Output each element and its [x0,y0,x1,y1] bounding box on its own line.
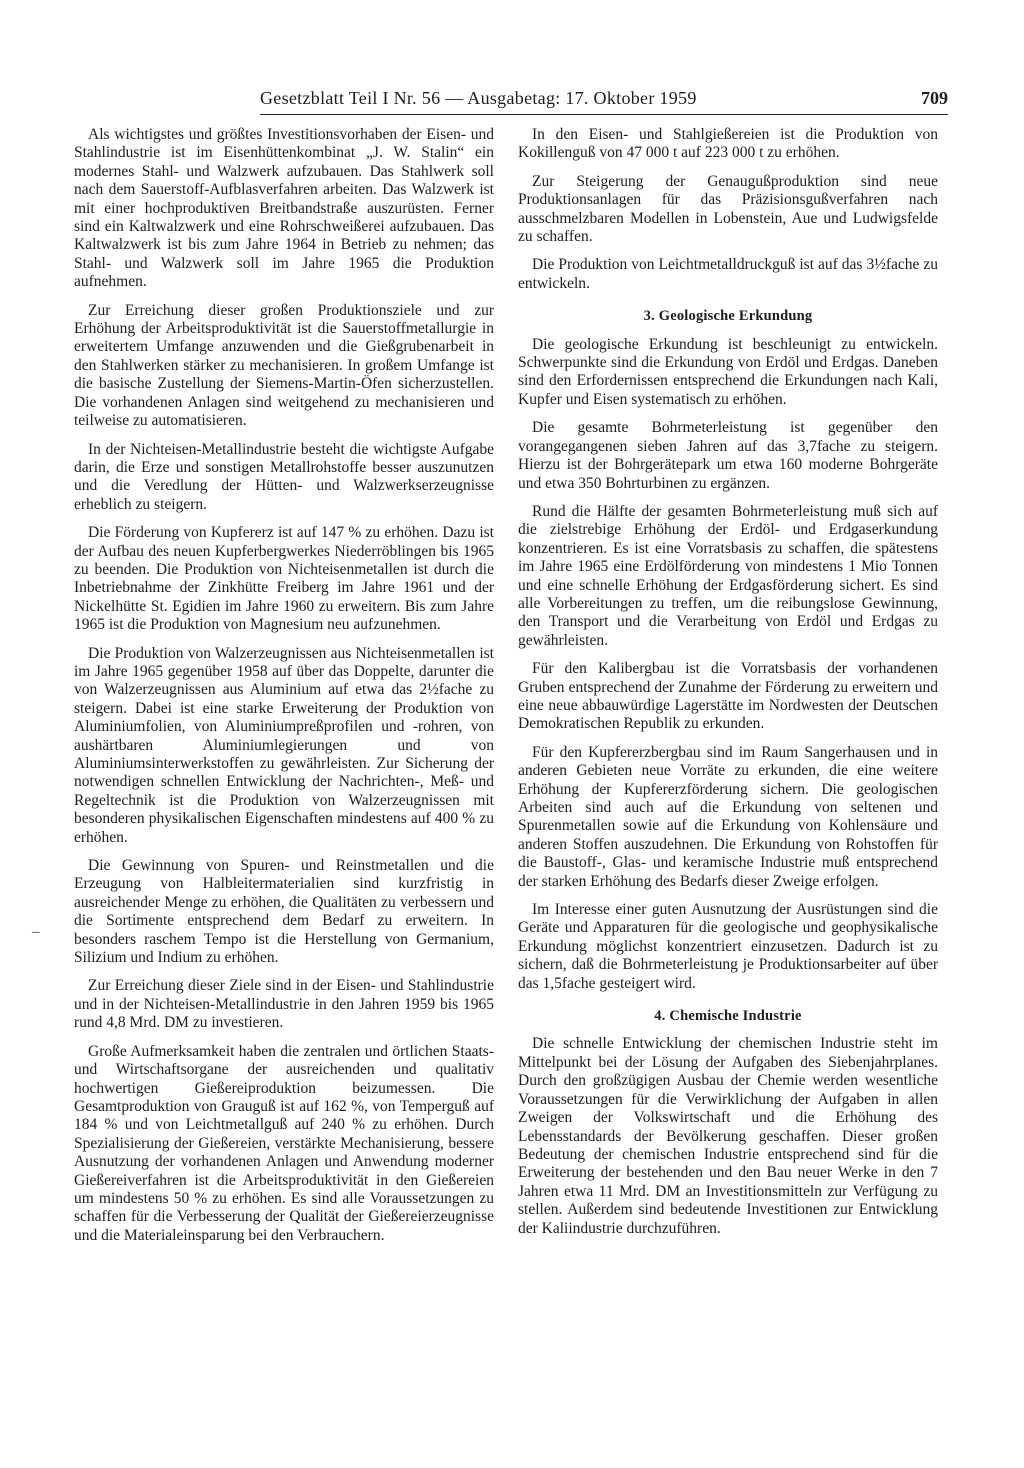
page-header [260,88,948,115]
paragraph: Zur Erreichung dieser Ziele sind in der Eisen- und Stahlindustrie und in der Nichteisen-Metallindustrie in den Jahren 1959 bis 1965 rund 4,8 Mrd. DM zu investieren. [74,977,494,1032]
paragraph: Im Interesse einer guten Ausnutzung der Ausrüstungen sind die Geräte und Apparaturen für die geologische und geophysikalische Erkundung möglichst konzentriert einzusetzen. Dadurch ist zu sichern, daß die Bohrmeterleistung je Produktionsarbeiter auf über das 1,5fache gesteigert wird. [518,901,938,992]
paragraph: Die Förderung von Kupfererz ist auf 147 % zu erhöhen. Dazu ist der Aufbau des neuen Kupferbergwerkes Niederröblingen bis 1965 zu beenden. Die Produktion von Nichteisenmetallen ist durch die Inbetriebnahme der Zinkhütte Freiberg im Jahre 1961 und der Nickelhütte St. Egidien im Jahre 1960 zu erweitern. Bis zum Jahre 1965 ist die Produktion von Magnesium neu aufzunehmen. [74,524,494,634]
section-heading-chemische-industrie: 4. Chemische Industrie [654,1008,802,1025]
paragraph: Die Produktion von Walzerzeugnissen aus Nichteisenmetallen ist im Jahre 1965 gegenüber 1958 auf über das Doppelte, darunter die von Walzerzeugnissen aus Aluminium auf etwa das 2½fache zu steigern. Dabei ist eine starke Erweiterung der Produktion von Aluminiumfolien, von Aluminiumpreßprofilen und -rohren, von aushärtbaren Aluminiumlegierungen und von Aluminiumsinterwerkstoffen zu gewährleisten. Zur Sicherung der notwendigen schnellen Entwicklung der Nachrichten-, Meß- und Regeltechnik ist die Produktion von Walzerzeugnissen mit besonderen physikalischen Eigenschaften mindestens auf 400 % zu erhöhen. [74,644,494,846]
paragraph: Als wichtigstes und größtes Investitionsvorhaben der Eisen- und Stahlindustrie ist im Eisenhüttenkombinat „J. W. Stalin“ ein modernes Stahl- und Walzwerk aufzubauen. Das Stahlwerk soll nach dem Sauerstoff-Aufblasverfahren arbeiten. Das Walzwerk ist mit einer hochproduktiven Breitbandstraße auszurüsten. Ferner sind ein Kaltwalzwerk und eine Rohrschweißerei aufzubauen. Das Kaltwalzwerk ist bis zum Jahre 1964 in Betrieb zu nehmen; das Stahl- und Walzwerk soll im Jahre 1965 die Produktion aufnehmen. [74,126,494,291]
paragraph: Für den Kalibergbau ist die Vorratsbasis der vorhandenen Gruben entsprechend der Zunahme der Förderung zu erweitern und eine neue abbauwürdige Lagerstätte im Nordwesten der Deutschen Demokratischen Republik zu erkunden. [518,660,938,733]
left-column [74,126,494,1255]
paragraph: Die Produktion von Leichtmetalldruckguß ist auf das 3½fache zu entwickeln. [518,256,938,292]
paragraph: Die Gewinnung von Spuren- und Reinstmetallen und die Erzeugung von Halbleitermaterialien sind kurzfristig in ausreichender Menge zu erhöhen, die Qualitäten zu verbessern und die Sortimente entsprechend dem Bedarf zu erweitern. In besonders raschem Tempo ist die Herstellung von Germanium, Silizium und Indium zu erhöhen. [74,857,494,967]
page-number: 709 [921,88,948,108]
paragraph: Zur Steigerung der Genaugußproduktion sind neue Produktionsanlagen für das Präzisionsgußverfahren nach ausschmelzbaren Modellen in Lobenstein, Aue und Ludwigsfelde zu schaffen. [518,172,938,246]
right-column [518,126,938,1248]
margin-mark: – [32,924,40,940]
paragraph: Große Aufmerksamkeit haben die zentralen und örtlichen Staats- und Wirtschaftsorgane der ausreichenden und qualitativ hochwertigen Gießereiproduktion beizumessen. Die Gesamtproduktion von Grauguß ist auf 162 %, von Temperguß auf 184 % und von Leichtmetallguß auf 240 % zu erhöhen. Durch Spezialisierung der Gießereien, verstärkte Mechanisierung, bessere Ausnutzung der vorhandenen Anlagen und Anwendung moderner Gießereiverfahren ist die Arbeitsproduktivität in den Gießereien um mindestens 50 % zu erhöhen. Es sind alle Voraussetzungen zu schaffen für die Verbesserung der Qualität der Gießereierzeugnisse und die Materialeinsparung bei den Verbrauchern. [74,1042,494,1244]
paragraph: Zur Erreichung dieser großen Produktionsziele und zur Erhöhung der Arbeitsproduktivität ist die Sauerstoffmetallurgie in erweitertem Umfange anzuwenden und die Gießgrubenarbeit in den Stahlwerken stärker zu mechanisieren. In großem Umfange ist die basische Zustellung der Siemens-Martin-Öfen sicherzustellen. Die vorhandenen Anlagen sind weitgehend zu mechanisieren und teilweise zu automatisieren. [74,301,494,430]
paragraph: Die geologische Erkundung ist beschleunigt zu entwickeln. Schwerpunkte sind die Erkundung von Erdöl und Erdgas. Daneben sind den Erfordernissen entsprechend die Erkundungen nach Kali, Kupfer und Eisen systematisch zu erhöhen. [518,335,938,408]
paragraph: Rund die Hälfte der gesamten Bohrmeterleistung muß sich auf die zielstrebige Erhöhung der Erdöl- und Erdgaserkundung konzentrieren. Es ist eine Vorratsbasis zu schaffen, die spätestens im Jahre 1965 eine Erdölförderung von mindestens 1 Mio Tonnen und eine schnelle Erhöhung der Erdgasförderung sichert. Es sind alle Vorbereitungen zu treffen, um die reibungslose Gewinnung, den Transport und die Verarbeitung von Erdöl und Erdgas zu gewährleisten. [518,502,938,649]
paragraph: Für den Kupfererzbergbau sind im Raum Sangerhausen und in anderen Gebieten neue Vorräte zu erkunden, die eine weitere Erhöhung der Kupfererzförderung sichern. Die geologischen Arbeiten sind auch auf die Erkundung von seltenen und Spurenmetallen sowie auf die Erkundung von Kohlensäure und anderen Stoffen auszudehnen. Die Erkundung von Rohstoffen für die Baustoff-, Glas- und keramische Industrie muß entsprechend der starken Erhöhung des Bedarfs dieser Zweige erfolgen. [518,743,938,890]
section-heading-geologische-erkundung: 3. Geologische Erkundung [643,308,813,325]
paragraph: Die gesamte Bohrmeterleistung ist gegenüber den vorangegangenen sieben Jahren auf das 3,7fache zu steigern. Hierzu ist der Bohrgerätepark um etwa 160 moderne Bohrgeräte und etwa 350 Bohrturbinen zu ergänzen. [518,419,938,492]
header-title: Gesetzblatt Teil I Nr. 56 — Ausgabetag: 17. Oktober 1959 [260,88,697,108]
paragraph: Die schnelle Entwicklung der chemischen Industrie steht im Mittelpunkt bei der Lösung der Aufgaben des Siebenjahrplanes. Durch den großzügigen Ausbau der Chemie werden wesentliche Voraussetzungen für die Verwirklichung der Aufgaben in allen Zweigen der Volkswirtschaft und die Erhöhung des Lebensstandards der Bevölkerung geschaffen. Dieser großen Bedeutung der chemischen Industrie entsprechend sind für die Erweiterung der bestehenden und den Bau neuer Werke in den 7 Jahren etwa 11 Mrd. DM an Investitionsmitteln zur Verfügung zu stellen. Außerdem sind bedeutende Investitionen zur Entwicklung der Kaliindustrie durchzuführen. [518,1035,938,1237]
paragraph: In der Nichteisen-Metallindustrie besteht die wichtigste Aufgabe darin, die Erze und sonstigen Metallrohstoffe besser auszunutzen und die Veredlung der Hütten- und Walzwerkserzeugnisse erheblich zu steigern. [74,440,494,513]
paragraph: In den Eisen- und Stahlgießereien ist die Produktion von Kokillenguß von 47 000 t auf 223 000 t zu erhöhen. [518,126,938,162]
